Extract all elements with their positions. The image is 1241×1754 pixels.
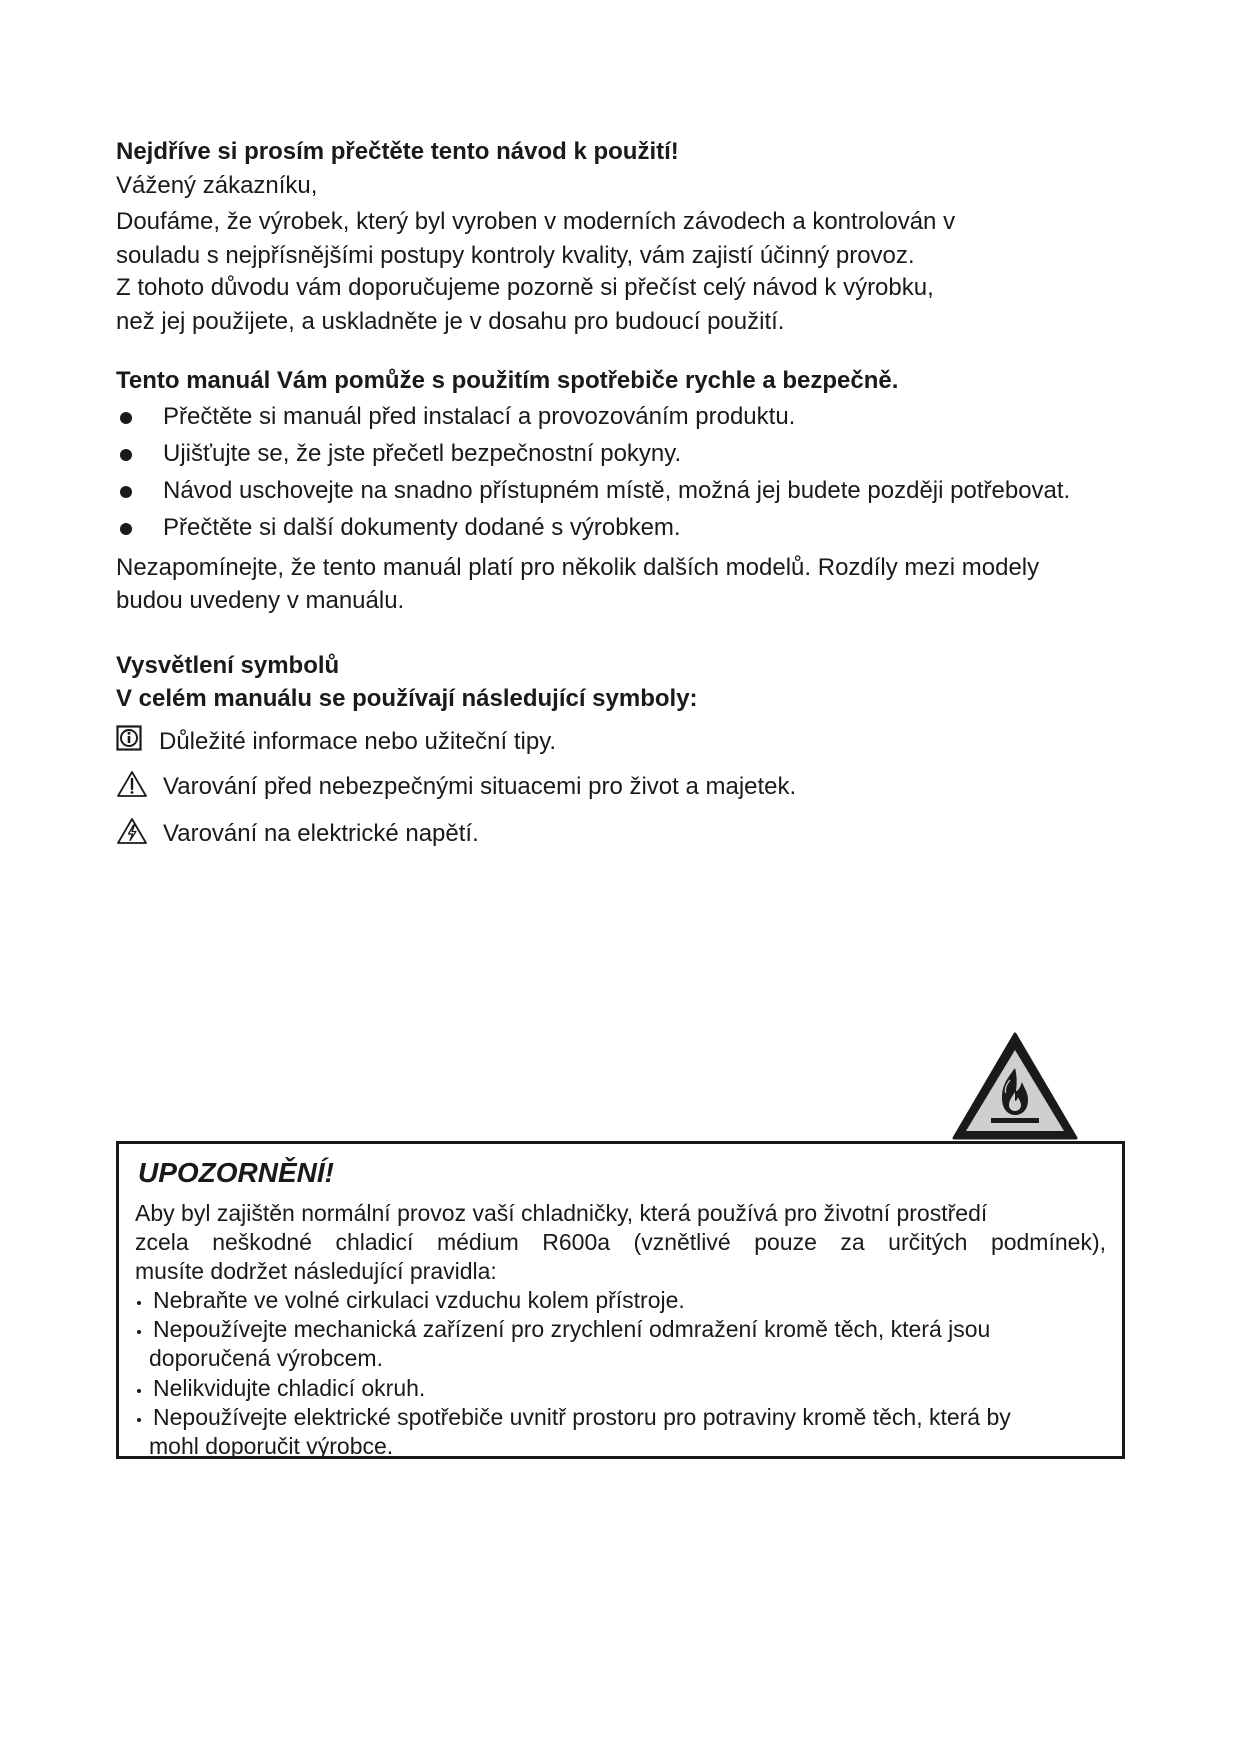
intro-paragraph-line: Doufáme, že výrobek, který byl vyroben v moderních závodech a kontrolován v [116, 208, 956, 235]
warning-list-item-continuation: doporučená výrobcem. [149, 1345, 383, 1371]
bullet-icon [137, 1330, 141, 1334]
info-icon [116, 725, 142, 751]
flammable-warning-icon [950, 1030, 1080, 1142]
warning-text-line: zcela neškodné chladicí médium R600a (vznětlivé pouze za určitých podmínek), [135, 1229, 1106, 1255]
manual-note-line: Nezapomínejte, že tento manuál platí pro několik dalších modelů. Rozdíly mezi modely [116, 554, 1040, 581]
symbol-description: Varování na elektrické napětí. [163, 820, 479, 847]
list-item-text: Ujišťujte se, že jste přečetl bezpečnostní pokyny. [163, 440, 682, 467]
symbols-subheading: V celém manuálu se používají následující symboly: [116, 685, 698, 712]
intro-paragraph-line: než jej použijete, a uskladněte je v dosahu pro budoucí použití. [116, 308, 785, 335]
symbol-description: Varování před nebezpečnými situacemi pro život a majetek. [163, 773, 797, 800]
warning-title: UPOZORNĚNÍ! [138, 1157, 334, 1188]
manual-note-line: budou uvedeny v manuálu. [116, 587, 405, 614]
bullet-icon [120, 486, 132, 498]
warning-triangle-icon [116, 770, 148, 798]
bullet-icon [120, 449, 132, 461]
warning-list-item-text: Nepoužívejte elektrické spotřebiče uvnitř prostoru pro potraviny kromě těch, která by [153, 1404, 1011, 1430]
warning-list-item-text: Nepoužívejte mechanická zařízení pro zrychlení odmražení kromě těch, která jsou [153, 1316, 991, 1342]
intro-paragraph-line: souladu s nejpřísnějšími postupy kontroly kvality, vám zajistí účinný provoz. [116, 242, 915, 269]
symbols-heading: Vysvětlení symbolů [116, 652, 340, 679]
warning-text-line: musíte dodržet následující pravidla: [135, 1258, 497, 1284]
intro-paragraph-line: Z tohoto důvodu vám doporučujeme pozorně si přečíst celý návod k výrobku, [116, 274, 934, 301]
bullet-icon [137, 1418, 141, 1422]
manual-heading: Tento manuál Vám pomůže s použitím spotřebiče rychle a bezpečně. [116, 367, 899, 394]
intro-greeting: Vážený zákazníku, [116, 172, 318, 199]
warning-box [116, 1141, 1125, 1459]
warning-text-line: Aby byl zajištěn normální provoz vaší chladničky, která používá pro životní prostředí [135, 1200, 988, 1226]
intro-heading: Nejdříve si prosím přečtěte tento návod k použití! [116, 138, 679, 165]
list-item-text: Návod uschovejte na snadno přístupném místě, možná jej budete později potřebovat. [163, 477, 1071, 504]
bullet-icon [120, 523, 132, 535]
symbol-description: Důležité informace nebo užiteční tipy. [159, 728, 557, 755]
bullet-icon [120, 412, 132, 424]
warning-list-item-continuation: mohl doporučit výrobce. [149, 1433, 394, 1459]
list-item-text: Přečtěte si manuál před instalací a provozováním produktu. [163, 403, 796, 430]
bullet-icon [137, 1389, 141, 1393]
warning-list-item-text: Nebraňte ve volné cirkulaci vzduchu kolem přístroje. [153, 1287, 685, 1313]
bullet-icon [137, 1301, 141, 1305]
list-item-text: Přečtěte si další dokumenty dodané s výrobkem. [163, 514, 681, 541]
warning-list-item-text: Nelikvidujte chladicí okruh. [153, 1375, 426, 1401]
electric-hazard-icon [116, 817, 148, 845]
